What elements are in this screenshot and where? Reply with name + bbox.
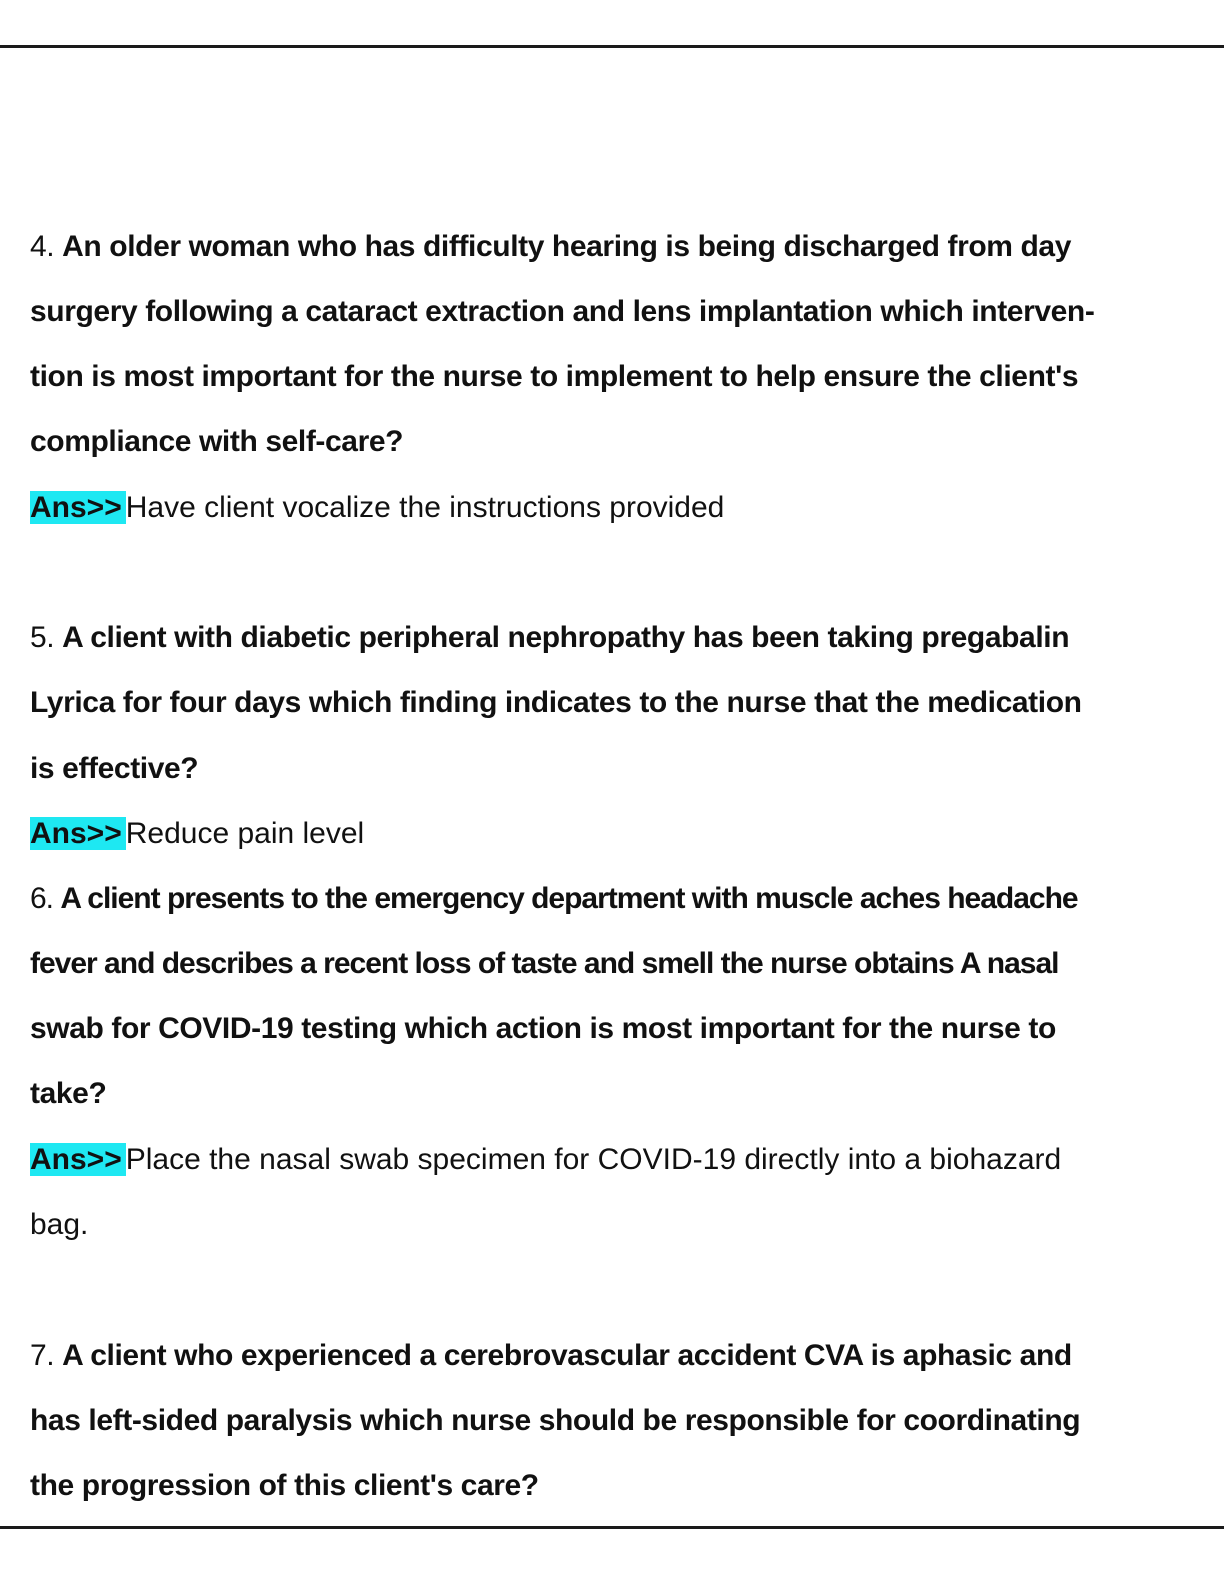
question-5-text-1: A client with diabetic peripheral nephropathy has been taking pregabalin — [62, 621, 1070, 654]
question-6-line-1 — [30, 880, 1078, 918]
question-5-line-2 — [30, 684, 1082, 722]
question-7-text-1: A client who experienced a cerebrovascular accident CVA is aphasic and — [62, 1339, 1072, 1372]
question-5-number: 5. — [30, 621, 55, 654]
question-5-line-3 — [30, 750, 198, 788]
question-6-line-4 — [30, 1075, 106, 1113]
top-rule — [0, 45, 1224, 48]
question-5-text-3: is effective? — [30, 752, 199, 785]
answer-4-text: Have client vocalize the instructions provided — [125, 491, 725, 524]
question-6-text-2: fever and describes a recent loss of taste and smell the nurse obtains A nasal — [30, 947, 1059, 980]
question-4-text-2: surgery following a cataract extraction and lens implantation which interven- — [30, 295, 1095, 328]
answer-6-line-2 — [30, 1206, 88, 1244]
question-6-line-3 — [30, 1010, 1056, 1048]
question-4-number: 4. — [30, 230, 55, 263]
question-4-line-3 — [30, 358, 1078, 396]
question-4-text-4: compliance with self-care? — [30, 425, 404, 458]
answer-5 — [30, 815, 364, 853]
question-4-text-1: An older woman who has difficulty hearing is being discharged from day — [62, 230, 1071, 263]
question-7-text-3: the progression of this client's care? — [30, 1469, 539, 1502]
question-7-line-3 — [30, 1467, 539, 1505]
question-6-line-2 — [30, 945, 1059, 983]
answer-5-text: Reduce pain level — [125, 817, 365, 850]
answer-6-line-1 — [30, 1141, 1061, 1179]
question-6-text-1: A client presents to the emergency department with muscle aches headache — [60, 882, 1078, 915]
question-7-text-2: has left-sided paralysis which nurse should be responsible for coordinating — [30, 1404, 1081, 1437]
question-4-text-3: tion is most important for the nurse to implement to help ensure the client's — [30, 360, 1079, 393]
question-7-number: 7. — [30, 1339, 55, 1372]
answer-4 — [30, 489, 724, 527]
question-6-number: 6. — [30, 882, 54, 915]
question-7-line-2 — [30, 1402, 1080, 1440]
question-5-text-2: Lyrica for four days which finding indicates to the nurse that the medication — [30, 686, 1082, 719]
bottom-rule — [0, 1526, 1224, 1529]
answer-5-label: Ans>> — [30, 817, 126, 850]
question-4-line-2 — [30, 293, 1094, 331]
question-7-line-1 — [30, 1337, 1072, 1375]
question-4-line-4 — [30, 423, 403, 461]
answer-6-text-2: bag. — [30, 1208, 89, 1241]
answer-6-label: Ans>> — [30, 1143, 126, 1176]
question-5-line-1 — [30, 619, 1069, 657]
question-6-text-3: swab for COVID-19 testing which action is most important for the nurse to — [30, 1012, 1056, 1045]
answer-6-text-1: Place the nasal swab specimen for COVID-19 directly into a biohazard — [125, 1143, 1062, 1176]
question-6-text-4: take? — [30, 1077, 107, 1110]
question-4-line-1 — [30, 228, 1071, 266]
answer-4-label: Ans>> — [30, 491, 126, 524]
